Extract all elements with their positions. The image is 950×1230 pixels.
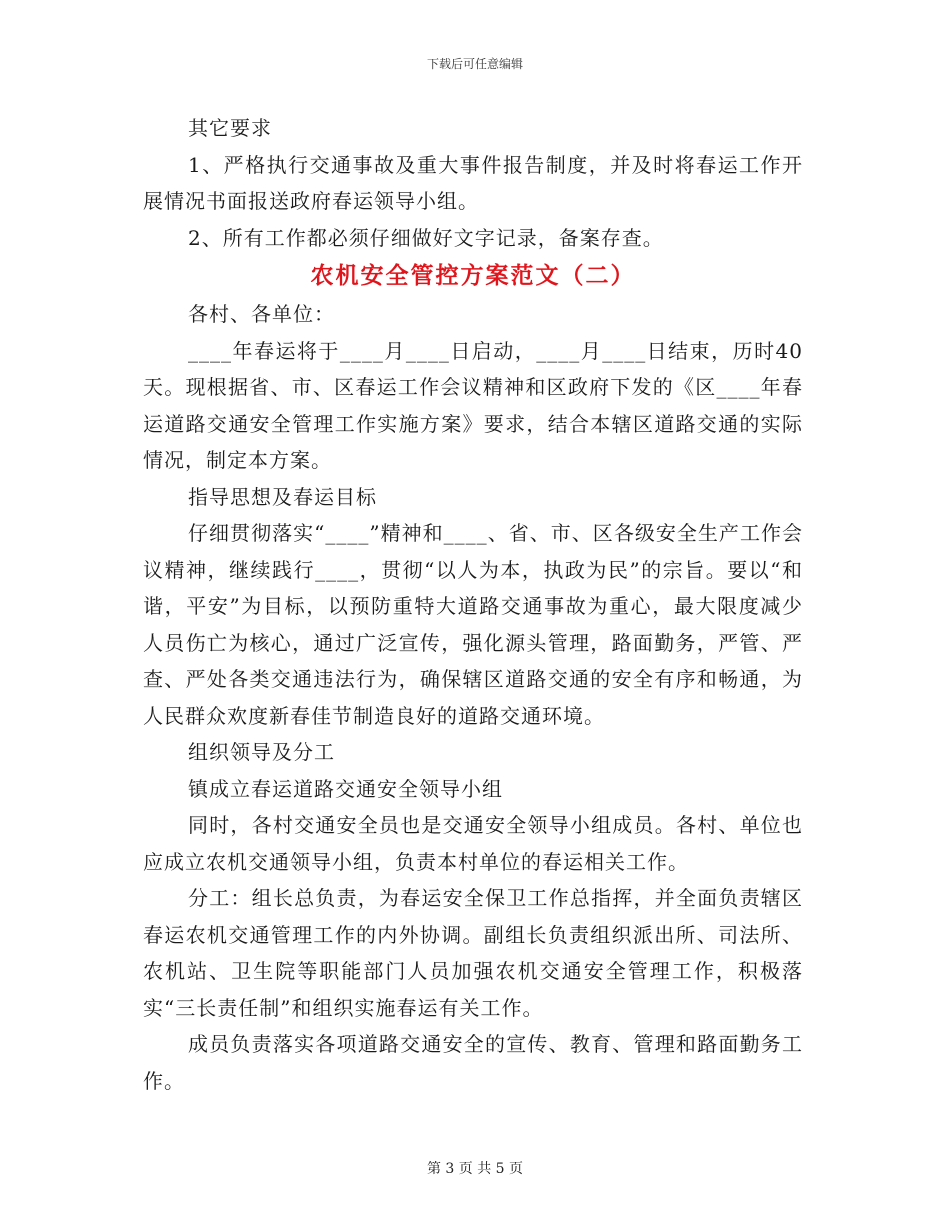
paragraph: 同时，各村交通安全员也是交通安全领导小组成员。各村、单位也应成立农机交通领导小组，负责本村单位的春运相关工作。 [143,813,803,874]
paragraph: 1、严格执行交通事故及重大事件报告制度，并及时将春运工作开展情况书面报送政府春运领导小组。 [143,152,803,213]
section-heading-organization: 组织领导及分工 [188,740,335,764]
section-subheading-leading-group: 镇成立春运道路交通安全领导小组 [188,776,503,801]
paragraph: 成员负责落实各项道路交通安全的宣传、教育、管理和路面勤务工作。 [143,1032,803,1093]
section-heading-guiding-ideology: 指导思想及春运目标 [188,484,377,509]
page-header-note: 下载后可任意编辑 [426,57,523,71]
paragraph: 仔细贯彻落实“____”精神和____、省、市、区各级安全生产工作会议精神，继续践行____，贯彻“以人为本，执政为民”的宗旨。要以“和谐，平安”为目标，以预防重特大道路交通事故为重心，最大限度减少人员伤亡为核心，通过广泛宣传，强化源头管理，路面勤务，严管、严查、严处各类交通违法行为，确保辖区道路交通的安全有序和畅通，为人民群众欢度新春佳节制造良好的道路交通环境。 [143,521,803,728]
document-title: 农机安全管控方案范文（二） [310,263,636,289]
paragraph: ____年春运将于____月____日启动，____月____日结束，历时40天。现根据省、市、区春运工作会议精神和区政府下发的《区____年春运道路交通安全管理工作实施方案》要求，结合本辖区道路交通的实际情况，制定本方案。 [143,338,803,472]
document-body [143,110,803,1099]
section-heading-other-requirements: 其它要求 [188,116,272,140]
paragraph: 分工：组长总负责，为春运安全保卫工作总指挥，并全面负责辖区春运农机交通管理工作的内外协调。副组长负责组织派出所、司法所、农机站、卫生院等职能部门人员加强农机交通安全管理工作，积极落实“三长责任制”和组织实施春运有关工作。 [143,886,803,1020]
paragraph: 2、所有工作都必须仔细做好文字记录，备案存查。 [188,225,664,250]
salutation: 各村、各单位： [188,302,335,326]
page-number: 第 3 页 共 5 页 [426,1161,524,1177]
